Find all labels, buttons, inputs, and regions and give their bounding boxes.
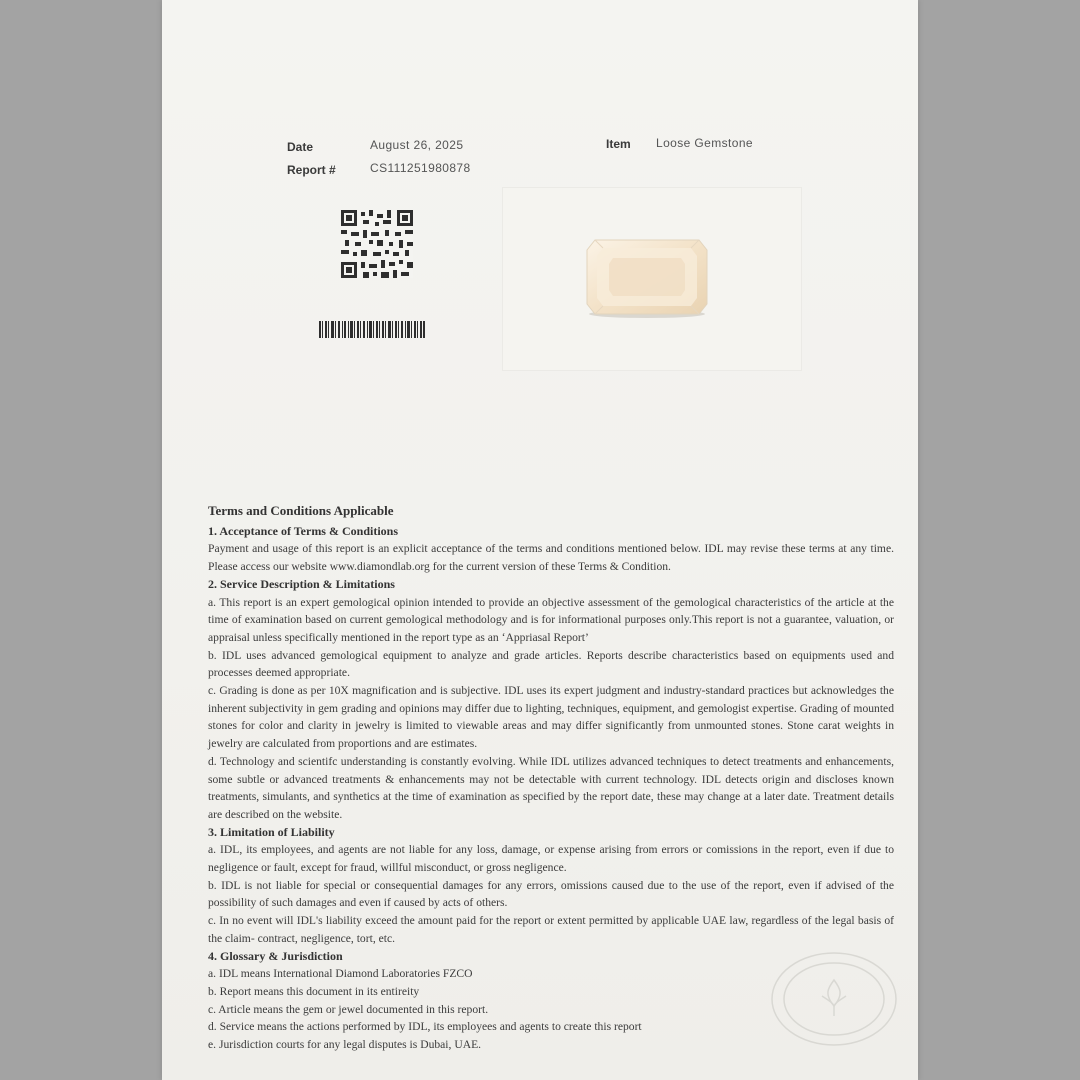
idl-embossed-seal-icon — [770, 950, 898, 1048]
section-4-heading: 4. Glossary & Jurisdiction — [208, 948, 343, 963]
section-4-item-d: d. Service means the actions performed by IDL, its employees and agents to create this report — [208, 1020, 642, 1034]
barcode-icon — [319, 321, 425, 338]
section-4-item-c: c. Article means the gem or jewel documented in this report. — [208, 1002, 489, 1016]
report-number-label: Report # — [287, 163, 336, 177]
qr-code-icon[interactable] — [341, 210, 413, 278]
section-3-item-c: c. In no event will IDL's liability exceed the amount paid for the report or extent permitted by applicable UAE law, regardless of the legal basis of the claim- contract, negligence, tort, etc. — [208, 914, 894, 945]
emerald-cut-gemstone-icon — [585, 238, 709, 318]
section-4-item-a: a. IDL means International Diamond Laboratories FZCO — [208, 967, 473, 981]
gemstone-photo-frame — [502, 187, 802, 371]
section-2-item-d: d. Technology and scientifc understanding is constantly evolving. While IDL utilizes advanced techniques to detect treatments and enhancements, some subtle or advanced treatments & enhancements may not be detectable with current technology. IDL detects origin and discloses known treatments, simulants, and synthetics at the time of examination as specified by the report date, these may change at a later date. Treatment details are described on the website. — [208, 754, 894, 821]
report-sheet — [162, 0, 918, 1080]
report-number-value: CS111251980878 — [370, 161, 471, 175]
item-value: Loose Gemstone — [656, 136, 753, 150]
section-2-item-c: c. Grading is done as per 10X magnification and is subjective. IDL uses its expert judgment and industry-standard practices but acknowledges the inherent subjectivity in gem grading and opinions may differ due to lighting, techniques, equipment, and gemologist expertise. Grading of mounted stones for color and clarity in jewelry is limited to viewable areas and may differ significantly from unmounted stones. Stone carat weights in jewelry are calculated from proportions and are estimates. — [208, 684, 894, 751]
section-3-item-a: a. IDL, its employees, and agents are not liable for any loss, damage, or expense arising from errors or comissions in the report, even if due to negligence or fault, except for fraud, willful misconduct, or gross negligence. — [208, 843, 894, 875]
date-value: August 26, 2025 — [370, 138, 464, 152]
section-4-item-e: e. Jurisdiction courts for any legal disputes is Dubai, UAE. — [208, 1038, 482, 1052]
date-label: Date — [287, 140, 314, 154]
section-2-item-b: b. IDL uses advanced gemological equipment to analyze and grade articles. Reports describe characteristics based on equipments used and processes deemed appropriate. — [208, 648, 894, 680]
section-4-item-b: b. Report means this document in its entireity — [208, 984, 420, 998]
section-3-heading: 3. Limitation of Liability — [208, 824, 335, 839]
section-2-item-a: a. This report is an expert gemological opinion intended to provide an objective assessment of the gemological characteristics of the article at the time of examination based on current gemological methodology and is for informational purposes only.This report is not a guarantee, valuation, or appraisal unless specifically mentioned in the report type as an ‘Appriasal Report’ — [208, 595, 894, 644]
section-2-heading: 2. Service Description & Limitations — [208, 576, 395, 591]
terms-title: Terms and Conditions Applicable — [208, 503, 394, 518]
section-1-text: Payment and usage of this report is an explicit acceptance of the terms and conditions mentioned below. IDL may revise these terms at any time. Please access our website www.diamondlab.org for the current version of these Terms & Condition. — [208, 542, 894, 574]
item-label: Item — [606, 137, 631, 151]
section-3-item-b: b. IDL is not liable for special or consequential damages for any errors, omissions caused due to the use of the report, even if advised of the possibility of such damages and even if caused by acts of others. — [208, 878, 894, 910]
section-1-heading: 1. Acceptance of Terms & Conditions — [208, 523, 398, 538]
